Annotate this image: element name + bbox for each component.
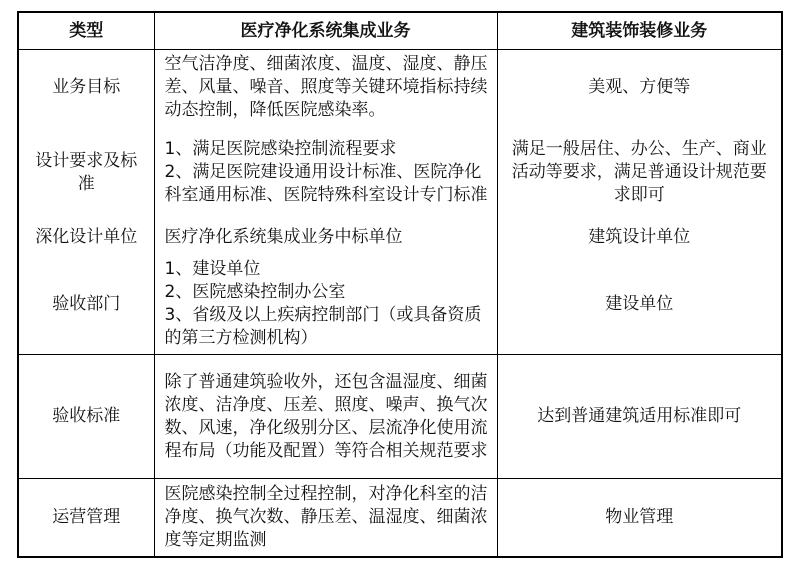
comparison-table: [17, 11, 783, 558]
row-type: 业务目标: [18, 50, 154, 125]
row-type: 运营管理: [18, 479, 154, 557]
row-medical: 医院感染控制全过程控制，对净化科室的洁净度、换气次数、静压差、温湿度、细菌浓度等定期监测: [154, 479, 497, 557]
row-medical: 空气洁净度、细菌浓度、温度、湿度、静压差、风量、噪音、照度等关键环境指标持续动态控制，降低医院感染率。: [154, 50, 497, 125]
comparison-table-container: [17, 11, 781, 558]
header-row: [18, 12, 782, 50]
cell-line: 2、医院感染控制办公室: [164, 282, 346, 303]
table-row: [18, 355, 782, 479]
table-row: [18, 479, 782, 557]
cell-line: 2、满足医院建设通用设计标准、医院净化科室通用标准、医院特殊科室设计专门标准: [164, 162, 488, 205]
row-building: 建设单位: [497, 255, 782, 355]
table-row: [18, 125, 782, 221]
row-type: 深化设计单位: [18, 221, 154, 255]
table-row: [18, 255, 782, 355]
row-building: 物业管理: [497, 479, 782, 557]
cell-line: 1、满足医院感染控制流程要求: [164, 139, 397, 159]
table-row: [18, 50, 782, 125]
row-type: 验收部门: [18, 255, 154, 355]
row-building: 建筑设计单位: [497, 221, 782, 255]
table-row: [18, 221, 782, 255]
row-type: 验收标准: [18, 355, 154, 479]
row-building: 美观、方便等: [497, 50, 782, 125]
row-medical: [154, 255, 497, 355]
row-building: 达到普通建筑适用标准即可: [497, 355, 782, 479]
row-medical: 医疗净化系统集成业务中标单位: [154, 221, 497, 255]
header-building-decoration: 建筑装饰装修业务: [497, 12, 782, 50]
row-medical: 除了普通建筑验收外，还包含温湿度、细菌浓度、洁净度、压差、照度、噪声、换气次数、风速，净化级别分区、层流净化使用流程布局（功能及配置）等符合相关规范要求: [154, 355, 497, 479]
header-type: 类型: [18, 12, 154, 50]
row-medical: [154, 125, 497, 221]
cell-line: 3、省级及以上疾病控制部门（或具备资质的第三方检测机构）: [164, 305, 482, 349]
row-type: 设计要求及标准: [18, 125, 154, 221]
cell-line: 1、建设单位: [164, 259, 261, 280]
header-medical-purification: 医疗净化系统集成业务: [154, 12, 497, 50]
row-building: 满足一般居住、办公、生产、商业活动等要求，满足普通设计规范要求即可: [497, 125, 782, 221]
